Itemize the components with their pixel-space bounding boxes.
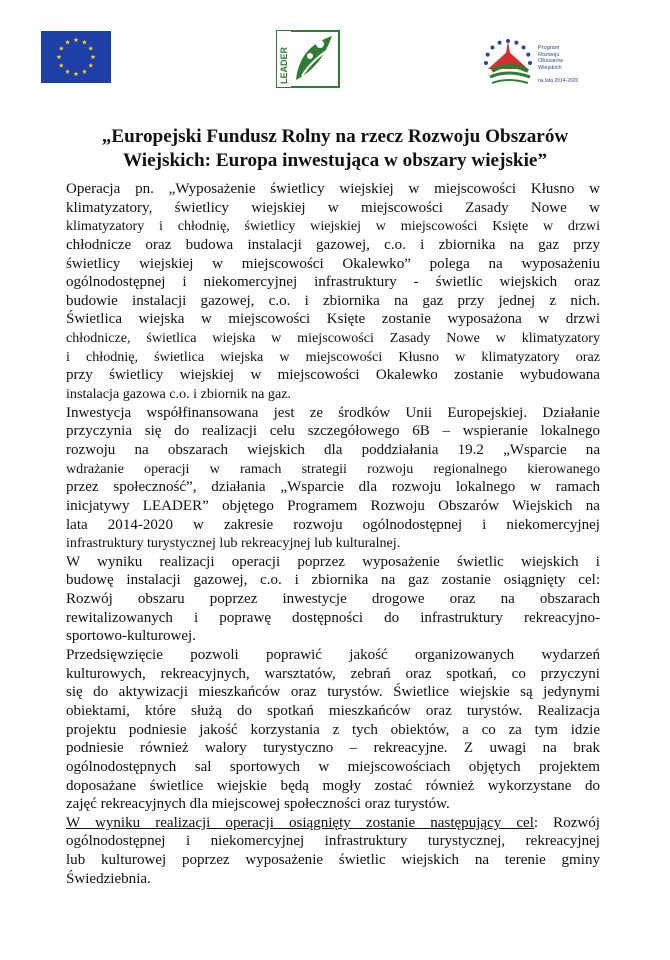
title-line-2: Wiejskich: Europa inwestująca w obszary wiejskie”: [122, 150, 548, 171]
body-line: Rozwój obszaru poprzez inwestycje drogowe oraz na obszarach: [66, 591, 600, 608]
leader-logo-icon: [276, 30, 340, 88]
body-line: Inwestycja współfinansowana jest ze środków Unii Europejskiej. Działanie: [66, 404, 600, 421]
body-line: i chłodnię, świetlica wiejska w miejscowości Kłusno w klimatyzatory oraz: [66, 348, 600, 365]
prow-emblem-icon: [482, 33, 536, 95]
body-line: ogólnodostępnej i niekomercyjnej infrastruktury - świetlic wiejskich oraz: [66, 274, 600, 291]
body-line: infrastruktury turystycznej lub rekreacyjnej lub kulturalnej.: [66, 535, 401, 552]
body-line: Operacja pn. „Wyposażenie świetlicy wiejskiej w miejscowości Kłusno w: [66, 181, 600, 197]
document-body: [66, 180, 600, 888]
prow-star-icon: [528, 61, 532, 65]
body-line: przez społeczność”, działania „Wsparcie dla rozwoju lokalnego w ramach: [66, 479, 600, 496]
body-line: wdrażanie operacji w ramach strategii rozwoju regionalnego kierowanego: [66, 460, 600, 477]
underlined-phrase: W wyniku realizacji operacji osiągnięty zostanie następujący cel: [66, 814, 534, 831]
prow-star-icon: [514, 41, 518, 45]
body-line: ogólnodostępnej i niekomercyjnej infrastruktury turystycznej, rekreacyjnej: [66, 833, 600, 850]
prow-star-icon: [484, 61, 488, 65]
body-line: ogólnodostępnych sal sportowych w miejscowościach objętych projektem: [66, 758, 600, 775]
body-line: kulturowych, rekreacyjnych, warsztatów, zebrań oraz spotkań, co przyczyni: [66, 665, 600, 682]
prow-star-icon: [522, 45, 526, 49]
body-line: się do aktywizacji mieszkańców oraz turystów. Świetlice wiejskie są jedynymi: [66, 684, 600, 701]
body-line: Świetlica wiejska w miejscowości Księte zostanie wyposażona w drzwi: [66, 311, 600, 328]
prow-star-icon: [490, 45, 494, 49]
body-line: obiektami, które służą do spotkań mieszkańców oraz turystów. Realizacja: [66, 702, 600, 719]
leader-text: LEADER: [279, 46, 289, 84]
goal-tail: : Rozwój: [533, 814, 600, 831]
prow-years: na lata 2014-2020: [538, 78, 579, 84]
body-line: chłodnicze, świetlica wiejska w miejscowości Zasady Nowe w klimatyzatory: [66, 330, 600, 347]
body-line: przy świetlicy wiejskiej w miejscowości Okalewko zostanie wybudowana: [66, 367, 600, 384]
body-line: lata 2014-2020 w zakresie rozwoju ogólnodostępnej i niekomercyjnej: [66, 516, 600, 533]
prow-text: Program Rozwoju Obszarów Wiejskich: [538, 45, 564, 71]
body-line: chłodnicze oraz budowa instalacji gazowej, c.o. i zbiornika na gaz przy: [66, 236, 600, 253]
body-line: Przedsięwzięcie pozwoli poprawić jakość organizowanych wydarzeń: [66, 647, 600, 664]
prow-star-icon: [498, 41, 502, 45]
body-line: zajęć rekreacyjnych dla miejscowej społeczności oraz turystów.: [66, 796, 450, 813]
body-line: podniesie również walory turystyczno – rekreacyjne. Z uwagi na brak: [66, 740, 600, 757]
body-line-final-goal: [66, 814, 600, 833]
prow-star-icon: [526, 53, 530, 57]
prow-star-icon: [486, 53, 490, 57]
body-line: lub kulturowej poprzez wyposażenie świetlic wiejskich na terenie gminy: [66, 852, 600, 869]
body-line: przyczynia się do realizacji celu szczegółowego 6B – wspieranie lokalnego: [66, 423, 600, 440]
body-line: inicjatywy LEADER” objętego Programem Rozwoju Obszarów Wiejskich na: [66, 497, 600, 514]
body-line: budowę instalacji gazowej, c.o. i zbiornika na gaz zostanie osiągnięty cel:: [66, 572, 600, 589]
body-line: budowie instalacji gazowej, c.o. i zbiornika na gaz przy jednej z nich.: [66, 292, 600, 309]
header-logos: [0, 30, 670, 100]
body-line: projektu podniesie jakość korzystania z tych obiektów, a co za tym idzie: [66, 721, 600, 738]
document-title: [40, 125, 630, 173]
eu-flag-icon: [41, 31, 111, 83]
body-line: klimatyzatory, świetlicy wiejskiej w miejscowości Zasady Nowe w: [66, 199, 600, 216]
prow-logo: [482, 33, 592, 95]
body-line: rozwoju na obszarach wiejskich dla poddziałania 19.2 „Wsparcie na: [66, 441, 600, 458]
body-line: Świedziebnia.: [66, 870, 151, 887]
title-line-1: „Europejski Fundusz Rolny na rzecz Rozwoju Obszarów: [101, 126, 569, 147]
body-line: rewitalizowanych i poprawę dostępności do infrastruktury rekreacyjno-: [66, 609, 600, 626]
body-line: W wyniku realizacji operacji poprzez wyposażenie świetlic wiejskich i: [66, 553, 600, 570]
body-line: doposażane świetlice wiejskie będą mogły zostać również wykorzystane do: [66, 777, 600, 794]
body-line: klimatyzatory i chłodnię, świetlicy wiejskiej w miejscowości Księte w drzwi: [66, 218, 600, 235]
body-line: instalacja gazowa c.o. i zbiornik na gaz.: [66, 386, 292, 403]
body-line: świetlicy wiejskiej w miejscowości Okalewko” polega na wyposażeniu: [66, 255, 600, 272]
body-line: sportowo-kulturowej.: [66, 628, 196, 645]
